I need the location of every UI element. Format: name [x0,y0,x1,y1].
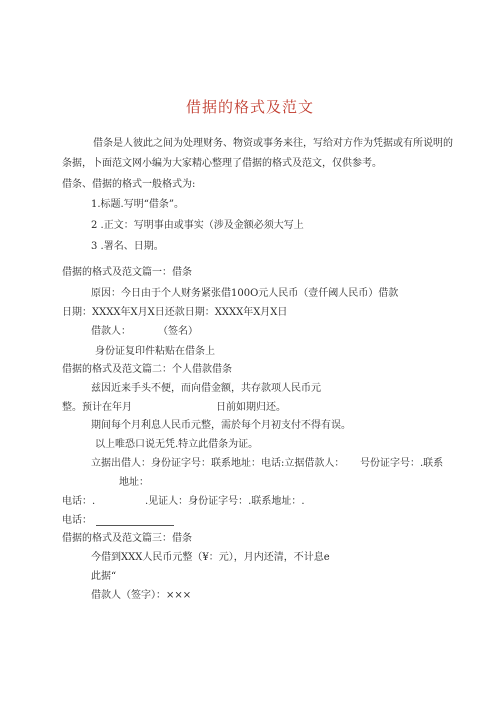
blank-underline [96,516,174,526]
section-1-signature-note: （签名） [158,326,198,337]
section-1-line-2: 日期：XXXX年X月X日还款日期：XXXX年X月X日 [62,307,288,318]
section-3-line-3: 借款人（签字）：××× [91,590,192,601]
phone-label: 电话： [62,515,92,526]
section-3-line-1: 今借到XXX人民币元整（¥：元），月内还清，不计息e [91,552,330,563]
format-item-2: 2 .正文：写明事由或事实（涉及金额必须大写上 [91,220,304,231]
section-2-line-5b: 号份证字号：.联系 [360,458,444,469]
section-2-line-7b: .见证人：身份证字号：.联系地址：. [145,496,305,507]
section-2-line-7a: 电话：. [62,496,96,507]
section-3-line-2: 此据“ [91,571,117,582]
format-item-3: 3 .署名、日期。 [91,241,164,252]
intro-line-2: 条据，卜面范文网小编为大家精心整理了借据的格式及范文，仅供参考。 [62,158,382,169]
section-1-line-4: 身份证复印件粘贴在借条上 [95,346,215,357]
section-1-title: 借据的格式及范文篇一：借条 [62,267,192,278]
section-2-line-3: 期间每个月利息人民币元整，需於每个月初支付不得有误。 [91,420,351,431]
intro-line-1: 借条是人彼此之间为处理财务、物资或事务来往，写给对方作为凭据或有所说明的 [93,138,453,149]
section-2-title: 借据的格式及范文篇二：个人借款借条 [62,364,232,375]
section-2-line-6: 地址： [119,477,149,488]
section-2-line-4: 以上唯恐口说无凭.特立此借条为证。 [95,439,259,450]
format-heading: 借条、借据的格式一般格式为: [62,179,196,190]
section-2-line-2a: 整。预计在年月 [62,402,132,413]
format-item-1: 1.标题.写明“借条”。 [91,199,184,210]
section-2-line-2b: 日前如期归还。 [216,402,286,413]
section-2-line-5a: 立据出借人：身份证字号：联系地址：电话:立据借款人： [91,458,345,469]
section-3-title: 借据的格式及范文篇三：借条 [62,533,192,544]
section-1-line-1: 原因：今日由于个人财务紧张借100O元人民币（壹仟阈人民币）借款 [91,288,399,299]
section-1-borrower-label: 借款人： [91,326,131,337]
section-2-line-1: 兹因近来手头不便，而向借金额，共存款项人民币元 [91,383,321,394]
section-2-line-8 [62,514,174,527]
document-title: 借据的格式及范文 [185,98,314,116]
